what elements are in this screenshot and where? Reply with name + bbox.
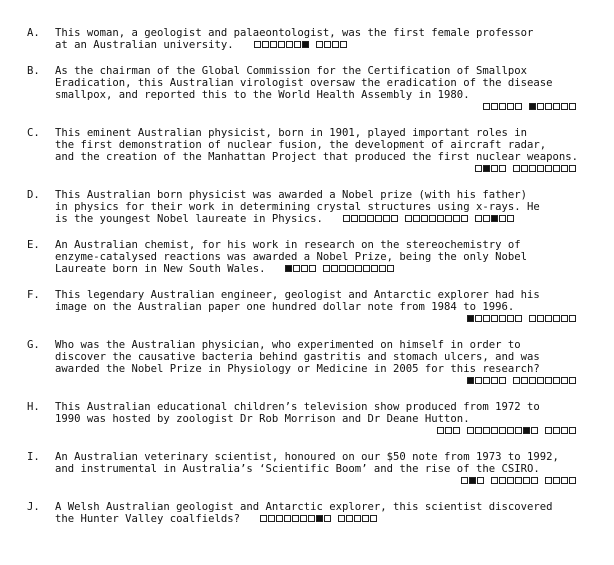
answer-letter-box[interactable] bbox=[561, 477, 568, 484]
answer-letter-box[interactable] bbox=[421, 215, 428, 222]
answer-letter-box[interactable] bbox=[370, 515, 377, 522]
answer-letter-box[interactable] bbox=[537, 165, 544, 172]
answer-letter-box[interactable] bbox=[545, 315, 552, 322]
answer-letter-box-highlighted[interactable] bbox=[529, 103, 536, 110]
answer-letter-box[interactable] bbox=[507, 477, 514, 484]
answer-letter-box-highlighted[interactable] bbox=[467, 377, 474, 384]
answer-letter-box[interactable] bbox=[379, 265, 386, 272]
answer-letter-box[interactable] bbox=[445, 215, 452, 222]
answer-letter-box[interactable] bbox=[561, 103, 568, 110]
answer-letter-box[interactable] bbox=[523, 477, 530, 484]
question-text bbox=[55, 127, 607, 175]
answer-letter-box[interactable] bbox=[521, 165, 528, 172]
answer-boxes[interactable] bbox=[55, 163, 577, 175]
answer-letter-box[interactable] bbox=[347, 265, 354, 272]
answer-letter-box[interactable] bbox=[499, 103, 506, 110]
question-line: the Hunter Valley coalfields? bbox=[55, 513, 240, 525]
answer-letter-box[interactable] bbox=[545, 477, 552, 484]
answer-letter-box[interactable] bbox=[413, 215, 420, 222]
answer-letter-box[interactable] bbox=[339, 265, 346, 272]
question-letter: C. bbox=[27, 127, 40, 139]
question-line: This eminent Australian physicist, born in 1901, played important roles in bbox=[55, 127, 527, 139]
question-line: This legendary Australian engineer, geologist and Antarctic explorer had his bbox=[55, 289, 540, 301]
question-line: is the youngest Nobel laureate in Physics. bbox=[55, 213, 323, 225]
answer-letter-box[interactable] bbox=[515, 427, 522, 434]
answer-letter-box[interactable] bbox=[529, 377, 536, 384]
question-line: This woman, a geologist and palaeontologist, was the first female professor bbox=[55, 27, 534, 39]
question-text bbox=[55, 339, 607, 387]
question-line: and instrumental in Australia’s ‘Scientific Boom’ and the rise of the CSIRO. bbox=[55, 463, 540, 475]
answer-letter-box[interactable] bbox=[276, 515, 283, 522]
answer-letter-box[interactable] bbox=[569, 315, 576, 322]
answer-letter-box-highlighted[interactable] bbox=[302, 41, 309, 48]
answer-letter-box[interactable] bbox=[507, 427, 514, 434]
question-line: An Australian veterinary scientist, honoured on our $50 note from 1973 to 1992, bbox=[55, 451, 559, 463]
answer-letter-box[interactable] bbox=[529, 315, 536, 322]
question-item bbox=[0, 339, 614, 387]
question-line: This Australian born physicist was awarded a Nobel prize (with his father) bbox=[55, 189, 527, 201]
answer-boxes[interactable] bbox=[55, 101, 577, 113]
answer-letter-box[interactable] bbox=[537, 377, 544, 384]
question-item bbox=[0, 65, 614, 113]
answer-letter-box[interactable] bbox=[343, 215, 350, 222]
answer-letter-box[interactable] bbox=[475, 215, 482, 222]
answer-letter-box[interactable] bbox=[521, 377, 528, 384]
question-item bbox=[0, 501, 614, 525]
answer-letter-box[interactable] bbox=[529, 165, 536, 172]
answer-letter-box[interactable] bbox=[477, 477, 484, 484]
answer-letter-box[interactable] bbox=[515, 103, 522, 110]
answer-letter-box[interactable] bbox=[367, 215, 374, 222]
question-text bbox=[55, 401, 607, 437]
question-line: Who was the Australian physician, who experimented on himself in order to bbox=[55, 339, 521, 351]
answer-letter-box[interactable] bbox=[561, 377, 568, 384]
answer-letter-box[interactable] bbox=[499, 315, 506, 322]
answer-letter-box[interactable] bbox=[475, 377, 482, 384]
question-line: smallpox, and reported this to the World Health Assembly in 1980. bbox=[55, 89, 470, 101]
answer-letter-box[interactable] bbox=[293, 265, 300, 272]
question-letter: I. bbox=[27, 451, 40, 463]
answer-letter-box[interactable] bbox=[513, 377, 520, 384]
question-item bbox=[0, 27, 614, 51]
answer-letter-box-highlighted[interactable] bbox=[316, 515, 323, 522]
answer-letter-box[interactable] bbox=[545, 377, 552, 384]
answer-letter-box[interactable] bbox=[553, 427, 560, 434]
answer-letter-box[interactable] bbox=[461, 477, 468, 484]
answer-letter-box[interactable] bbox=[371, 265, 378, 272]
question-text bbox=[55, 289, 607, 325]
answer-boxes[interactable] bbox=[55, 313, 577, 325]
answer-letter-box[interactable] bbox=[262, 41, 269, 48]
question-text bbox=[55, 239, 607, 275]
question-line: awarded the Nobel Prize in Physiology or Medicine in 2005 for this research? bbox=[55, 363, 540, 375]
answer-letter-box[interactable] bbox=[475, 165, 482, 172]
answer-letter-box[interactable] bbox=[475, 427, 482, 434]
answer-letter-box[interactable] bbox=[553, 477, 560, 484]
answer-boxes[interactable] bbox=[260, 513, 378, 525]
question-letter: G. bbox=[27, 339, 40, 351]
answer-letter-box[interactable] bbox=[453, 427, 460, 434]
answer-letter-box[interactable] bbox=[491, 165, 498, 172]
answer-letter-box[interactable] bbox=[391, 215, 398, 222]
question-line: Laureate born in New South Wales. bbox=[55, 263, 266, 275]
answer-letter-box[interactable] bbox=[260, 515, 267, 522]
answer-letter-box[interactable] bbox=[461, 215, 468, 222]
answer-letter-box[interactable] bbox=[537, 103, 544, 110]
question-line: and the creation of the Manhattan Project that produced the first nuclear weapons. bbox=[55, 151, 578, 163]
answer-boxes[interactable] bbox=[343, 213, 515, 225]
answer-letter-box-highlighted[interactable] bbox=[523, 427, 530, 434]
question-item bbox=[0, 127, 614, 175]
answer-letter-box[interactable] bbox=[284, 515, 291, 522]
answer-letter-box[interactable] bbox=[308, 515, 315, 522]
answer-letter-box[interactable] bbox=[346, 515, 353, 522]
answer-letter-box[interactable] bbox=[375, 215, 382, 222]
question-letter: H. bbox=[27, 401, 40, 413]
question-letter: J. bbox=[27, 501, 40, 513]
answer-letter-box-highlighted[interactable] bbox=[469, 477, 476, 484]
question-line: This Australian educational children’s television show produced from 1972 to bbox=[55, 401, 540, 413]
answer-letter-box[interactable] bbox=[387, 265, 394, 272]
question-item bbox=[0, 451, 614, 487]
answer-letter-box[interactable] bbox=[569, 377, 576, 384]
answer-letter-box[interactable] bbox=[531, 477, 538, 484]
answer-boxes[interactable] bbox=[55, 375, 577, 387]
answer-letter-box[interactable] bbox=[338, 515, 345, 522]
question-letter: A. bbox=[27, 27, 40, 39]
question-letter: D. bbox=[27, 189, 40, 201]
answer-letter-box[interactable] bbox=[331, 265, 338, 272]
answer-letter-box[interactable] bbox=[437, 215, 444, 222]
answer-letter-box[interactable] bbox=[270, 41, 277, 48]
question-letter: F. bbox=[27, 289, 40, 301]
question-line: in physics for their work in determining crystal structures using x-rays. He bbox=[55, 201, 540, 213]
answer-letter-box[interactable] bbox=[301, 265, 308, 272]
answer-letter-box[interactable] bbox=[316, 41, 323, 48]
question-item bbox=[0, 239, 614, 275]
answer-letter-box[interactable] bbox=[362, 515, 369, 522]
question-line: Eradication, this Australian virologist oversaw the eradication of the disease bbox=[55, 77, 553, 89]
answer-letter-box[interactable] bbox=[507, 315, 514, 322]
answer-letter-box[interactable] bbox=[405, 215, 412, 222]
answer-letter-box[interactable] bbox=[363, 265, 370, 272]
answer-letter-box[interactable] bbox=[499, 427, 506, 434]
answer-letter-box[interactable] bbox=[537, 315, 544, 322]
answer-letter-box[interactable] bbox=[483, 427, 490, 434]
answer-letter-box[interactable] bbox=[507, 103, 514, 110]
answer-letter-box[interactable] bbox=[491, 103, 498, 110]
answer-letter-box[interactable] bbox=[569, 165, 576, 172]
answer-letter-box-highlighted[interactable] bbox=[285, 265, 292, 272]
answer-letter-box-highlighted[interactable] bbox=[467, 315, 474, 322]
question-item bbox=[0, 289, 614, 325]
answer-letter-box[interactable] bbox=[569, 477, 576, 484]
answer-letter-box[interactable] bbox=[545, 165, 552, 172]
question-line: An Australian chemist, for his work in research on the stereochemistry of bbox=[55, 239, 521, 251]
answer-letter-box[interactable] bbox=[254, 41, 261, 48]
answer-boxes[interactable] bbox=[285, 263, 395, 275]
answer-letter-box[interactable] bbox=[553, 165, 560, 172]
answer-letter-box[interactable] bbox=[483, 215, 490, 222]
question-letter: E. bbox=[27, 239, 40, 251]
answer-letter-box[interactable] bbox=[300, 515, 307, 522]
answer-letter-box[interactable] bbox=[499, 165, 506, 172]
answer-letter-box[interactable] bbox=[483, 315, 490, 322]
answer-letter-box[interactable] bbox=[359, 215, 366, 222]
answer-letter-box[interactable] bbox=[553, 377, 560, 384]
answer-letter-box[interactable] bbox=[553, 315, 560, 322]
question-letter: B. bbox=[27, 65, 40, 77]
answer-letter-box-highlighted[interactable] bbox=[491, 215, 498, 222]
question-text bbox=[55, 27, 607, 51]
answer-letter-box[interactable] bbox=[569, 427, 576, 434]
answer-letter-box[interactable] bbox=[561, 427, 568, 434]
answer-letter-box[interactable] bbox=[513, 165, 520, 172]
answer-letter-box[interactable] bbox=[354, 515, 361, 522]
answer-letter-box[interactable] bbox=[324, 41, 331, 48]
answer-letter-box[interactable] bbox=[286, 41, 293, 48]
question-line: As the chairman of the Global Commission for the Certification of Smallpox bbox=[55, 65, 527, 77]
answer-boxes[interactable] bbox=[55, 425, 577, 437]
answer-boxes[interactable] bbox=[254, 39, 348, 51]
answer-letter-box[interactable] bbox=[475, 315, 482, 322]
answer-letter-box[interactable] bbox=[292, 515, 299, 522]
question-text bbox=[55, 451, 607, 487]
answer-letter-box[interactable] bbox=[569, 103, 576, 110]
answer-letter-box[interactable] bbox=[323, 265, 330, 272]
answer-letter-box[interactable] bbox=[294, 41, 301, 48]
question-item bbox=[0, 189, 614, 225]
answer-letter-box[interactable] bbox=[383, 215, 390, 222]
answer-letter-box[interactable] bbox=[515, 315, 522, 322]
answer-letter-box[interactable] bbox=[309, 265, 316, 272]
answer-letter-box[interactable] bbox=[453, 215, 460, 222]
answer-letter-box[interactable] bbox=[499, 477, 506, 484]
answer-letter-box[interactable] bbox=[445, 427, 452, 434]
answer-letter-box[interactable] bbox=[355, 265, 362, 272]
answer-letter-box[interactable] bbox=[491, 427, 498, 434]
answer-letter-box[interactable] bbox=[507, 215, 514, 222]
answer-letter-box[interactable] bbox=[499, 377, 506, 384]
question-line: image on the Australian paper one hundred dollar note from 1984 to 1996. bbox=[55, 301, 515, 313]
answer-letter-box[interactable] bbox=[491, 315, 498, 322]
question-line: A Welsh Australian geologist and Antarctic explorer, this scientist discovered bbox=[55, 501, 553, 513]
question-line: 1990 was hosted by zoologist Dr Rob Morrison and Dr Deane Hutton. bbox=[55, 413, 470, 425]
answer-letter-box[interactable] bbox=[437, 427, 444, 434]
question-text bbox=[55, 501, 607, 525]
answer-letter-box[interactable] bbox=[561, 165, 568, 172]
answer-letter-box[interactable] bbox=[340, 41, 347, 48]
answer-letter-box[interactable] bbox=[545, 427, 552, 434]
answer-boxes[interactable] bbox=[55, 475, 577, 487]
answer-letter-box[interactable] bbox=[499, 215, 506, 222]
question-line: enzyme-catalysed reactions was awarded a Nobel Prize, being the only Nobel bbox=[55, 251, 527, 263]
question-item bbox=[0, 401, 614, 437]
answer-letter-box[interactable] bbox=[278, 41, 285, 48]
answer-letter-box-highlighted[interactable] bbox=[483, 165, 490, 172]
answer-letter-box[interactable] bbox=[268, 515, 275, 522]
answer-letter-box[interactable] bbox=[491, 377, 498, 384]
question-text bbox=[55, 65, 607, 113]
answer-letter-box[interactable] bbox=[351, 215, 358, 222]
answer-letter-box[interactable] bbox=[515, 477, 522, 484]
answer-letter-box[interactable] bbox=[483, 377, 490, 384]
question-line: the first demonstration of nuclear fusion, the development of aircraft radar, bbox=[55, 139, 547, 151]
answer-letter-box[interactable] bbox=[467, 427, 474, 434]
question-line: discover the causative bacteria behind gastritis and stomach ulcers, and was bbox=[55, 351, 540, 363]
answer-letter-box[interactable] bbox=[531, 427, 538, 434]
quiz-list bbox=[0, 27, 614, 539]
answer-letter-box[interactable] bbox=[545, 103, 552, 110]
answer-letter-box[interactable] bbox=[491, 477, 498, 484]
answer-letter-box[interactable] bbox=[429, 215, 436, 222]
answer-letter-box[interactable] bbox=[483, 103, 490, 110]
question-line: at an Australian university. bbox=[55, 39, 234, 51]
answer-letter-box[interactable] bbox=[553, 103, 560, 110]
answer-letter-box[interactable] bbox=[324, 515, 331, 522]
answer-letter-box[interactable] bbox=[332, 41, 339, 48]
answer-letter-box[interactable] bbox=[561, 315, 568, 322]
question-text bbox=[55, 189, 607, 225]
